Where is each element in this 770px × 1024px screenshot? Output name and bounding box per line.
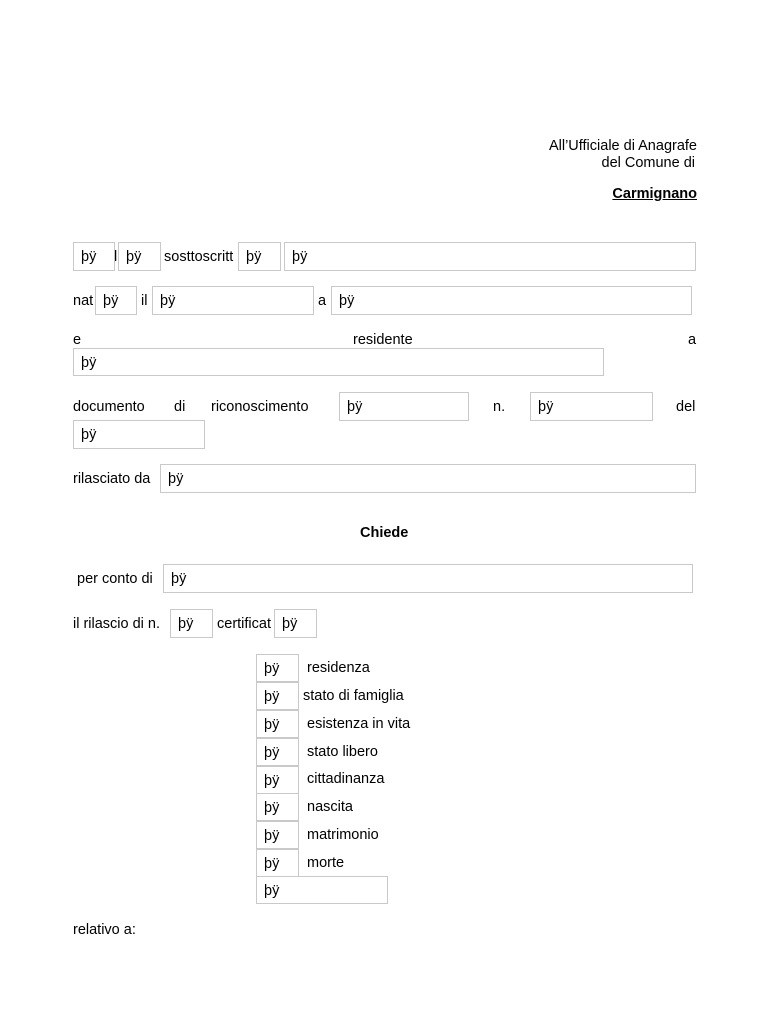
option-cittadinanza: cittadinanza xyxy=(307,771,385,787)
document-type-field[interactable]: þÿ xyxy=(339,392,469,421)
label-residente: residente xyxy=(353,332,413,348)
gender-field-3[interactable]: þÿ xyxy=(238,242,281,271)
label-di: di xyxy=(174,399,186,415)
name-field[interactable]: þÿ xyxy=(284,242,696,271)
checkbox-stato-libero[interactable]: þÿ xyxy=(256,738,299,766)
label-rilascio: il rilascio di n. xyxy=(73,616,161,632)
label-per-conto-di: per conto di xyxy=(77,571,153,587)
label-riconoscimento: riconoscimento xyxy=(211,399,309,415)
label-rilasciato-da: rilasciato da xyxy=(73,471,151,487)
gender-field-2[interactable]: þÿ xyxy=(118,242,161,271)
issued-by-field[interactable]: þÿ xyxy=(160,464,696,493)
label-n: n. xyxy=(493,399,506,415)
comune-name: Carmignano xyxy=(612,186,697,202)
checkbox-residenza[interactable]: þÿ xyxy=(256,654,299,682)
label-a-residence: a xyxy=(688,332,697,348)
checkbox-stato-di-famiglia[interactable]: þÿ xyxy=(256,682,299,710)
label-a-birth: a xyxy=(318,293,327,309)
label-del: del xyxy=(676,399,696,415)
label-relativo-a: relativo a: xyxy=(73,922,136,938)
checkbox-esistenza-in-vita[interactable]: þÿ xyxy=(256,710,299,738)
label-sottoscritt: sosttoscritt xyxy=(164,249,234,265)
certificate-suffix-field[interactable]: þÿ xyxy=(274,609,317,638)
checkbox-matrimonio[interactable]: þÿ xyxy=(256,821,299,849)
label-nat: nat xyxy=(73,293,94,309)
option-stato-libero: stato libero xyxy=(307,744,378,760)
other-certificate-field[interactable]: þÿ xyxy=(256,876,388,904)
checkbox-cittadinanza[interactable]: þÿ xyxy=(256,766,299,794)
option-nascita: nascita xyxy=(307,799,353,815)
option-morte: morte xyxy=(307,855,345,871)
label-certificat: certificat xyxy=(217,616,271,632)
birth-date-field[interactable]: þÿ xyxy=(152,286,314,315)
option-residenza: residenza xyxy=(307,660,370,676)
chiede-heading: Chiede xyxy=(360,525,409,541)
addressee-line1: All’Ufficiale di Anagrafe xyxy=(548,138,697,154)
checkbox-morte[interactable]: þÿ xyxy=(256,849,299,877)
label-e: e xyxy=(73,332,82,348)
label-il: il xyxy=(141,293,148,309)
document-number-field[interactable]: þÿ xyxy=(530,392,653,421)
count-field[interactable]: þÿ xyxy=(170,609,213,638)
option-matrimonio: matrimonio xyxy=(307,827,379,843)
checkbox-nascita[interactable]: þÿ xyxy=(256,793,299,821)
on-behalf-field[interactable]: þÿ xyxy=(163,564,693,593)
option-stato-di-famiglia: stato di famiglia xyxy=(303,688,404,704)
nat-suffix-field[interactable]: þÿ xyxy=(95,286,137,315)
label-l: l xyxy=(114,249,118,265)
addressee-line2: del Comune di xyxy=(601,155,695,171)
document-date-field[interactable]: þÿ xyxy=(73,420,205,449)
birth-place-field[interactable]: þÿ xyxy=(331,286,692,315)
gender-field-1[interactable]: þÿ xyxy=(73,242,115,271)
residence-field[interactable]: þÿ xyxy=(73,348,604,376)
option-esistenza-in-vita: esistenza in vita xyxy=(307,716,411,732)
label-documento: documento xyxy=(73,399,145,415)
